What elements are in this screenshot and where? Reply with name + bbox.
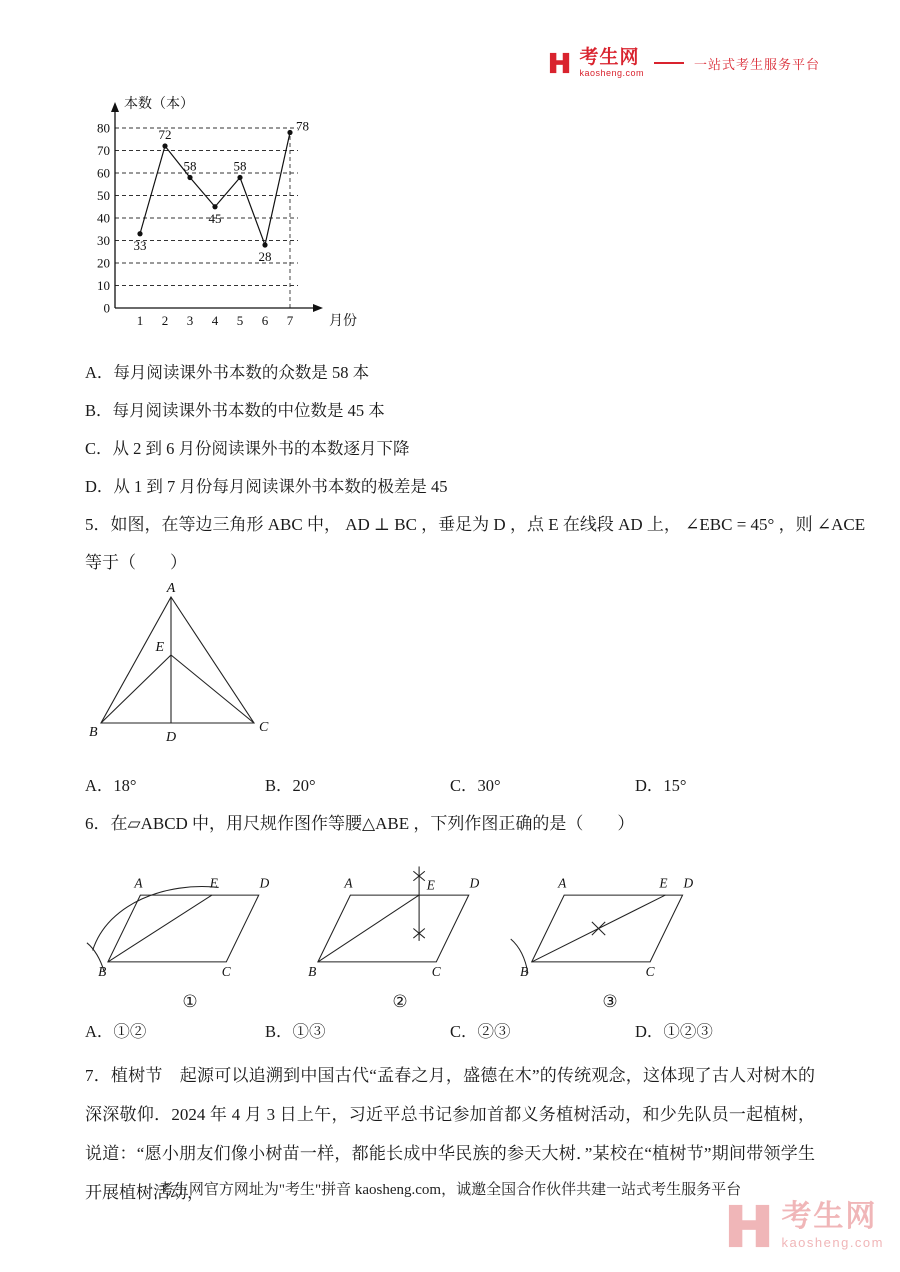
q6-option-d: D．①②③ bbox=[635, 1022, 713, 1041]
svg-text:3: 3 bbox=[186, 313, 194, 328]
q4-option-a: A．每月阅读课外书本数的众数是 58 本 bbox=[85, 363, 370, 382]
svg-text:6: 6 bbox=[261, 313, 269, 328]
brand-divider bbox=[654, 62, 684, 64]
segment-be bbox=[318, 895, 419, 962]
q5-option-c: C．30° bbox=[450, 776, 501, 795]
svg-text:30: 30 bbox=[97, 233, 110, 248]
vertex-d-label: D bbox=[469, 875, 480, 891]
figure-3-caption: ③ bbox=[602, 992, 618, 1011]
vertex-b-label: B bbox=[89, 725, 98, 740]
svg-text:70: 70 bbox=[97, 143, 110, 158]
vertex-a-label: A bbox=[166, 581, 176, 596]
parallelogram-outline bbox=[532, 895, 683, 962]
triangle-figure bbox=[89, 581, 279, 749]
parallelogram-outline bbox=[318, 895, 469, 962]
svg-text:78: 78 bbox=[296, 118, 309, 134]
vertex-d-label: D bbox=[683, 875, 694, 891]
page-footer: 考生网官方网址为"考生"拼音 kaosheng.com，诚邀全国合作伙伴共建一站式考生服务平台 bbox=[158, 1182, 742, 1198]
q4-option-d: D．从 1 到 7 月份每月阅读课外书本数的极差是 45 bbox=[85, 477, 448, 496]
parallelogram-figure-1 bbox=[85, 848, 295, 988]
svg-text:5: 5 bbox=[236, 313, 244, 328]
q4-option-list bbox=[85, 361, 815, 498]
q6-figure-1 bbox=[85, 848, 295, 1012]
point-d-label: D bbox=[165, 730, 177, 745]
vertex-d-label: D bbox=[259, 875, 270, 891]
kaosheng-watermark-icon bbox=[727, 1203, 773, 1249]
svg-text:80: 80 bbox=[97, 120, 110, 136]
svg-text:1: 1 bbox=[136, 313, 144, 328]
reading-books-line-chart bbox=[71, 94, 815, 351]
brand-tagline: 一站式考生服务平台 bbox=[693, 56, 820, 72]
point-e-label: E bbox=[209, 875, 218, 891]
q6-option-row bbox=[85, 1018, 815, 1042]
point-e-label: E bbox=[426, 877, 435, 893]
q7-stem: 7．植树节 起源可以追溯到中国古代“孟春之月，盛德在木”的传统观念，这体现了古人对树木的深深敬仰．2024 年 4 月 3 日上午，习近平总书记参加首都义务植树活动，和少先队员一起植树，说道：“愿小朋友们像小树苗一样，都能长成中华民族的参天大树．”某校在“植树节”期间带领学生开展植树活动， bbox=[85, 1066, 815, 1202]
svg-text:月份: 月份 bbox=[329, 314, 357, 329]
kaosheng-watermark bbox=[727, 1202, 884, 1249]
svg-text:72: 72 bbox=[158, 127, 172, 142]
svg-text:45: 45 bbox=[208, 210, 222, 226]
q4-option-c: C．从 2 到 6 月份阅读课外书的本数逐月下降 bbox=[85, 439, 410, 458]
svg-text:2: 2 bbox=[161, 313, 169, 328]
vertex-b-label: B bbox=[520, 964, 529, 980]
vertex-c-label: C bbox=[221, 964, 231, 980]
parallelogram-figure-3 bbox=[505, 848, 715, 988]
vertex-b-label: B bbox=[98, 964, 107, 980]
vertex-c-label: C bbox=[431, 964, 441, 980]
svg-text:7: 7 bbox=[286, 313, 294, 328]
q6-option-a: A．①② bbox=[85, 1022, 147, 1041]
svg-text:20: 20 bbox=[97, 255, 110, 271]
svg-text:4: 4 bbox=[211, 313, 219, 328]
q5-stem-line1: 5．如图，在等边三角形 ABC 中， AD ⊥ BC ，垂足为 D ，点 E 在线段 AD 上， ∠EBC = 45° ，则 ∠ACE bbox=[85, 515, 866, 534]
q6-option-c: C．②③ bbox=[450, 1022, 511, 1041]
q5-option-d: D．15° bbox=[635, 776, 687, 795]
vertex-b-label: B bbox=[308, 964, 317, 980]
kaosheng-header-logo bbox=[549, 48, 820, 78]
q5-option-row bbox=[85, 772, 815, 796]
brand-name: 考生网 bbox=[579, 47, 640, 68]
line-chart-canvas bbox=[71, 94, 381, 346]
svg-text:28: 28 bbox=[258, 249, 272, 264]
q6-figures bbox=[85, 848, 815, 1012]
q6-option-b: B．①③ bbox=[265, 1022, 326, 1041]
vertex-a-label: A bbox=[344, 875, 353, 891]
compass-arc bbox=[93, 887, 219, 951]
svg-text:40: 40 bbox=[97, 210, 110, 226]
figure-2-caption: ② bbox=[392, 992, 408, 1011]
q6-figure-3 bbox=[505, 848, 715, 1012]
segment-be bbox=[108, 895, 212, 962]
segment-be bbox=[101, 655, 171, 723]
brand-text-block bbox=[579, 48, 644, 78]
svg-text:60: 60 bbox=[97, 165, 110, 181]
q6-figure-2 bbox=[295, 848, 505, 1012]
svg-text:58: 58 bbox=[233, 158, 247, 174]
svg-text:本数（本）: 本数（本） bbox=[124, 97, 194, 112]
q5-option-b: B．20° bbox=[265, 776, 316, 795]
q5-figure bbox=[89, 581, 815, 754]
segment-ec bbox=[171, 655, 254, 723]
vertex-a-label: A bbox=[134, 875, 143, 891]
brand-domain: kaosheng.com bbox=[579, 68, 644, 78]
vertex-a-label: A bbox=[558, 875, 567, 891]
q5-option-a: A．18° bbox=[85, 776, 137, 795]
watermark-text-block bbox=[781, 1202, 884, 1249]
svg-text:10: 10 bbox=[97, 278, 110, 293]
vertex-c-label: C bbox=[259, 720, 269, 735]
point-e-label: E bbox=[155, 640, 164, 655]
vertex-c-label: C bbox=[645, 964, 655, 980]
q6-stem: 6．在▱ABCD 中，用尺规作图作等腰△ABE ，下列作图正确的是（ ） bbox=[85, 814, 635, 833]
point-e-label: E bbox=[659, 875, 668, 891]
figure-1-caption: ① bbox=[182, 992, 198, 1011]
watermark-domain: kaosheng.com bbox=[781, 1235, 884, 1250]
svg-text:33: 33 bbox=[133, 237, 147, 253]
svg-text:0: 0 bbox=[103, 300, 110, 316]
parallelogram-figure-2 bbox=[295, 848, 505, 988]
watermark-brand: 考生网 bbox=[781, 1200, 878, 1233]
kaosheng-logo-icon bbox=[549, 52, 571, 74]
svg-text:58: 58 bbox=[183, 158, 197, 174]
q4-option-b: B．每月阅读课外书本数的中位数是 45 本 bbox=[85, 401, 385, 420]
svg-text:50: 50 bbox=[97, 188, 110, 203]
q5-stem-line2: 等于（ ） bbox=[85, 553, 187, 572]
